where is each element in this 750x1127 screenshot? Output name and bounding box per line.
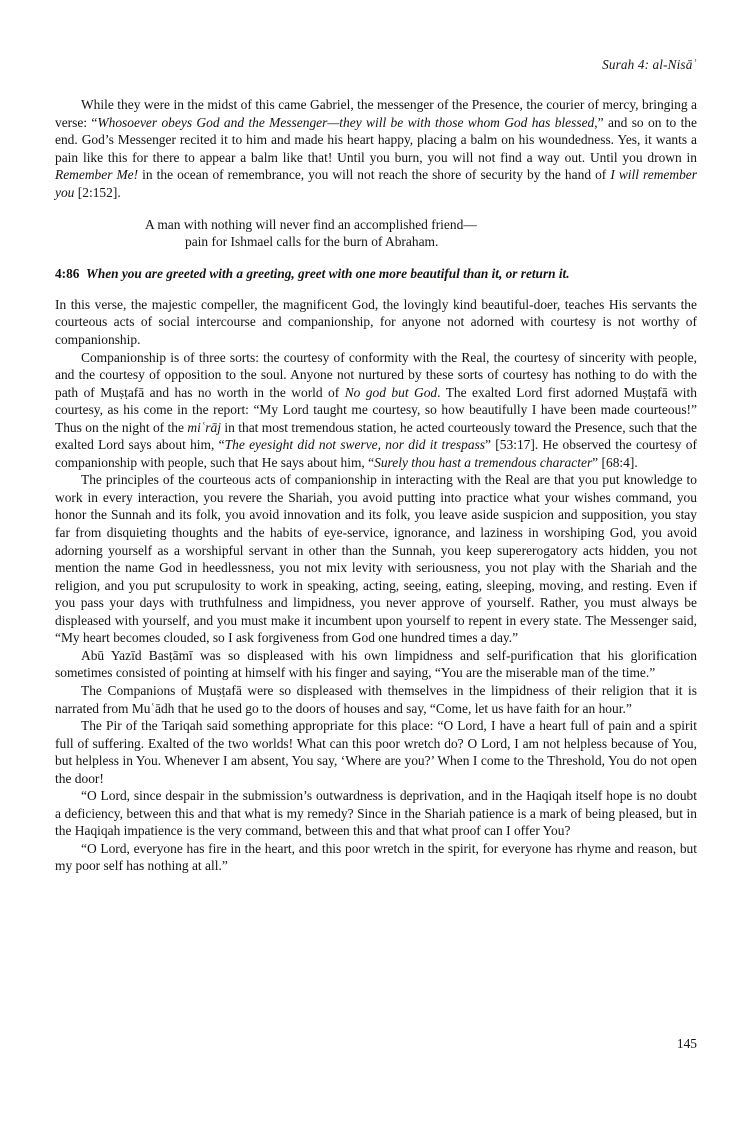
quranic-quote-53-17: The eyesight did not swerve, nor did it trespass [224, 437, 486, 453]
paragraph-in-this-verse: In this verse, the majestic compeller, the magnificent God, the lovingly kind beautiful-doer, teaches His servants the courteous acts of social intercourse and companionship, for anyone not adorned with courtesy is not worthy of companionship. [55, 296, 697, 348]
paragraph-o-lord-despair: “O Lord, since despair in the submission’s outwardness is deprivation, and in the Haqiqah itself hope is no doubt a deficiency, between this and that what is my remedy? Since in the Shariah patience is a mark of being pleased, but in the Haqiqah impatience is the very command, between this and that what proof can I offer You? [55, 788, 697, 839]
ayah-number: 4:86 [55, 265, 80, 281]
paragraph-companions-of-mustafa: The Companions of Muṣṭafā were so displeased with themselves in the limpidness of their religion that it is narrated from Muʿādh that he used go to the doors of houses and say, “Come, let us have faith for an hour.” [55, 682, 697, 716]
paragraph-gabriel-verse [55, 96, 697, 201]
paragraph-text-segment: [2:152]. [74, 184, 121, 200]
quranic-quote-68-4: Surely thou hast a tremendous character [374, 454, 593, 470]
running-head: Surah 4: al-Nisāʾ [602, 57, 697, 72]
paragraph-text-segment: ” [53:17]. He observed the courtesy of companionship with people, such that He says about him, “ [55, 437, 698, 470]
verse-couplet-line-1: A man with nothing will never find an accomplished friend— [145, 216, 477, 232]
verse-couplet-line-2: pain for Ishmael calls for the burn of Abraham. [185, 234, 439, 250]
page-number: 145 [676, 1036, 697, 1051]
paragraph-text-segment: ,” and so on to the end. God’s Messenger recited it to him and made his heart happy, placing a balm on his woundedness. Yes, it wants a pain like this for there to appear a balm like that! Until you burn, you will not find a way out. Until you drown in [55, 114, 697, 165]
ayah-verse-text: When you are greeted with a greeting, greet with one more beautiful than it, or return it. [86, 265, 570, 281]
ayah-heading-4-86 [55, 265, 697, 283]
paragraph-three-sorts [55, 349, 697, 472]
quranic-quote-4-69: Whosoever obeys God and the Messenger—they will be with those whom God has blessed [97, 114, 595, 130]
paragraph-abu-yazid-bastami: Abū Yazīd Basṭāmī was so displeased with his own limpidness and self-purification that his glorification sometimes consisted of pointing at himself with his finger and saying, “You are the miserable man of the time.” [55, 647, 697, 681]
paragraph-text-segment: in the ocean of remembrance, you will not reach the shore of security by the hand of [138, 167, 611, 183]
quranic-quote-i-will-remember-you: I will remember you [55, 167, 697, 200]
paragraph-text-segment: While they were in the midst of this came Gabriel, the messenger of the Presence, the courier of mercy, bringing a verse: “ [55, 97, 697, 130]
paragraph-text-segment: . The exalted Lord first adorned Muṣṭafā with courtesy, as his come in the report: “My Lord taught me courtesy, so how beautifully I have been made courteous!” Thus on the night of the [55, 384, 697, 435]
verse-couplet [55, 216, 697, 251]
paragraph-pir-of-tariqah: The Pir of the Tariqah said something appropriate for this place: “O Lord, I have a heart full of pain and a spirit full of suffering. Exalted of the two worlds! What can this poor wretch do? O Lord, I am not helpless because of You, but helpless in You. Whenever I am absent, You say, ‘Where are you?’ When I come to the Threshold, You do not open the door! [55, 718, 697, 786]
term-miraj: miʿrāj [187, 419, 221, 435]
shahadah-phrase: No god but God [344, 384, 438, 400]
page-body-text [55, 96, 697, 875]
paragraph-text-segment: ” [68:4]. [592, 454, 638, 470]
paragraph-text-segment: in that most tremendous station, he acted courteously toward the Presence, such that the exalted Lord says about him, “ [55, 419, 697, 453]
paragraph-principles-of-courtesy: The principles of the courteous acts of companionship in interacting with the Real are that you put knowledge to work in every interaction, you revere the Shariah, you avoid putting into practice what your wishes command, you honor the Sunnah and its folk, you avoid innovation and its folk, you leave aside suspicion and supposition, you stay far from disquieting thoughts and the habits of eye-service, ignorance, and laziness in worshiping God, you avoid adorning yourself as a worshipful servant in other than the Sunnah, you keep supererogatory acts hidden, you not mention the name God in heedlessness, you not mix levity with seriousness, you not play with the Shariah and the religion, and you put scrupulosity to work in speaking, acting, seeing, eating, sleeping, moving, and resting. Even if you pass your days with truthfulness and limpidness, you never approve of yourself. Rather, you must always be displeased with yourself, and you must make it incumbent upon yourself to repent in every state. The Messenger said, “My heart becomes clouded, so I ask forgiveness from God one hundred times a day.” [55, 472, 697, 646]
paragraph-o-lord-fire-in-heart: “O Lord, everyone has fire in the heart, and this poor wretch in the spirit, for everyone has rhyme and reason, but my poor self has nothing at all.” [55, 840, 697, 874]
paragraph-text-segment: Companionship is of three sorts: the courtesy of conformity with the Real, the courtesy of sincerity with people, and the courtesy of opposition to the soul. Anyone not nurtured by these sorts of courtesy has nothing to do with the path of Muṣṭafā and has no worth in the world of [55, 349, 697, 400]
quranic-quote-remember-me: Remember Me! [55, 167, 139, 183]
